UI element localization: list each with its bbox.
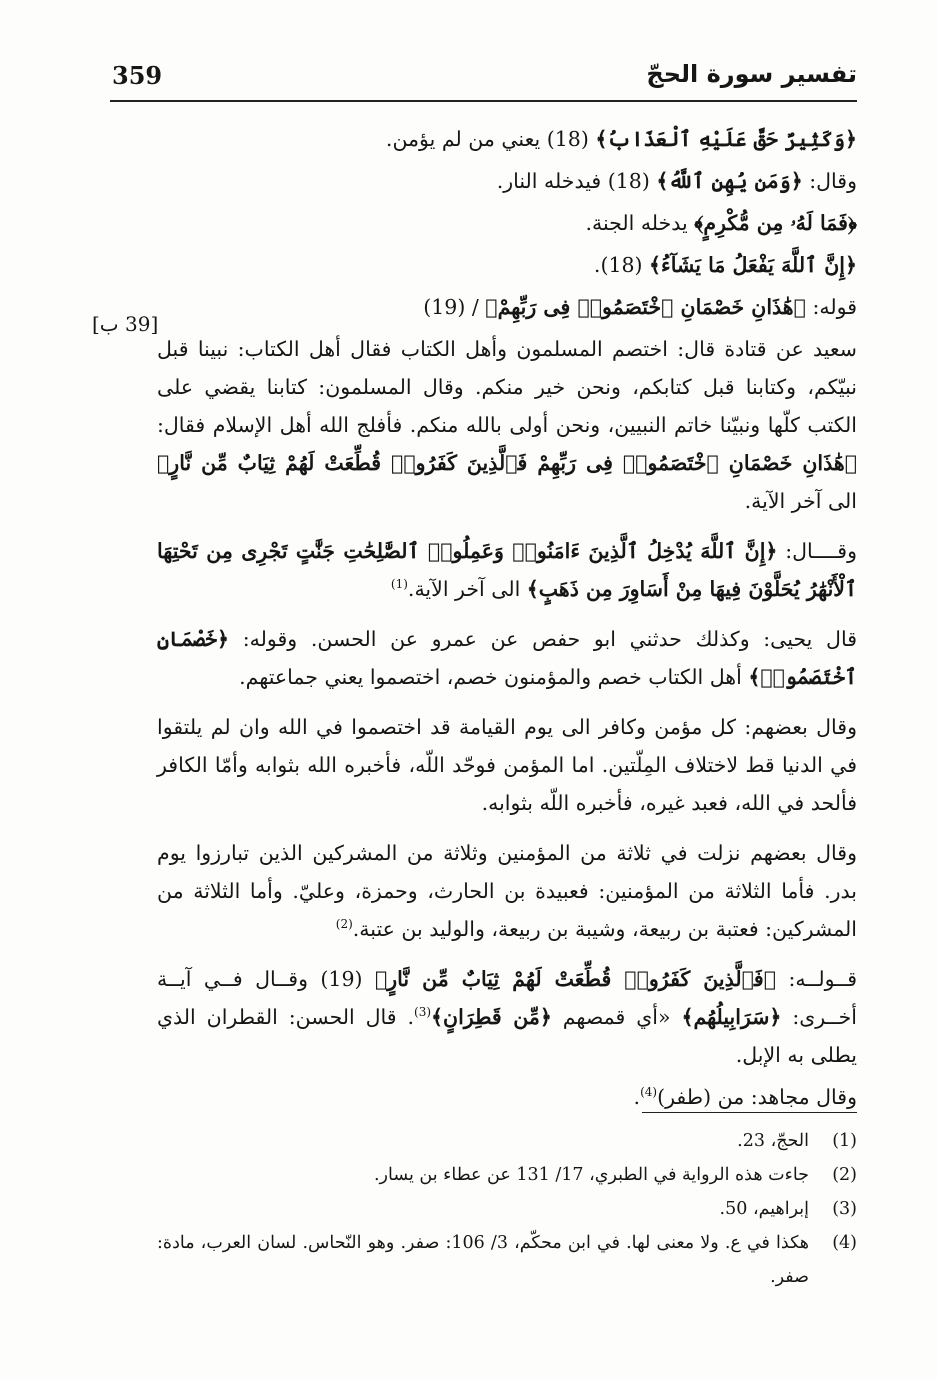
quran-quote: ﴿وَكَثِيرٌ حَقَّ عَلَيْهِ ٱلْعَذَابُ﴾ — [595, 127, 857, 151]
paragraph-4 — [157, 246, 857, 284]
footnote-ref: (3) — [414, 1005, 432, 1020]
paragraph-lead: قــولــه: — [776, 967, 857, 991]
quran-quote: ﴿إِنَّ ٱللَّهَ يَفْعَلُ مَا يَشَآءُ﴾ — [649, 253, 857, 277]
paragraph-tail: أهل الكتاب خصم والمؤمنون خصم، اختصموا يعني جماعتهم. — [239, 665, 749, 689]
footnote-ref: (4) — [640, 1085, 658, 1100]
footnote-text: الحجّ، 23. — [737, 1131, 809, 1151]
manuscript-folio-marker: [39 ب] — [92, 312, 159, 336]
paragraph-text: (19) وقــال فــي آيــة أخــرى: — [157, 967, 857, 1029]
footnote-text: إبراهيم، 50. — [719, 1199, 809, 1219]
footnote-item — [157, 1192, 857, 1226]
footnote-rule — [642, 1112, 857, 1113]
footnote-ref: (2) — [335, 917, 353, 932]
paragraph-tail: . — [633, 1085, 641, 1109]
running-header-title: تفسير سورة الحجّ — [646, 60, 857, 88]
paragraph-text: (18) يعني من لم يؤمن. — [385, 127, 596, 151]
quran-quote: ﴿إِنَّ ٱللَّهَ يُدْخِلُ ٱلَّذِينَ ءَامَنُوا۟ وَعَمِلُوا۟ ٱلصَّٰلِحَٰتِ جَنَّٰتٍ تَجْرِى مِن تَحْتِهَا ٱلْأَنْهَٰرُ يُحَلَّوْنَ فِيهَا مِنْ أَسَاوِرَ مِن ذَهَبٍ﴾ — [157, 539, 857, 601]
paragraph-text: «أي قمصهم — [551, 1005, 682, 1029]
quran-quote: ﴿هَٰذَانِ خَصْمَانِ ٱخْتَصَمُوا۟ فِى رَبِّهِمْ فَٱلَّذِينَ كَفَرُوا۟ قُطِّعَتْ لَهُمْ ثِيَابٌ مِّن نَّارٍ﴾ — [157, 451, 857, 475]
paragraph-text: / (19) — [423, 295, 486, 319]
quran-quote: ﴿سَرَابِيلُهُم﴾ — [681, 1005, 782, 1029]
footnote-item — [157, 1124, 857, 1158]
header-rule — [110, 100, 857, 102]
footnote-text: هكذا في ع. ولا معنى لها. في ابن محكّم، 3/ 106: صفر. وهو النّحاس. لسان العرب، مادة: صفر. — [157, 1233, 809, 1287]
paragraph-tail: الى آخر الآية. — [407, 577, 527, 601]
paragraph-text: وقال بعضهم نزلت في ثلاثة من المؤمنين وثلاثة من المشركين الذين تبارزوا يوم بدر. فأما الثلاثة من المؤمنين: فعبيدة بن الحارث، وحمزة، وعليّ. وأما الثلاثة من المشركين: فعتبة بن ربيعة، وشيبة بن ربيعة، والوليد بن عتبة. — [157, 841, 857, 941]
quran-quote: ﴿فَٱلَّذِينَ كَفَرُوا۟ قُطِّعَتْ لَهُمْ ثِيَابٌ مِّن نَّارٍ﴾ — [374, 967, 777, 991]
quran-quote: ﴿مِّن قَطِرَانٍ﴾ — [431, 1005, 552, 1029]
paragraph-text: (18) فيدخله النار. — [496, 169, 657, 193]
paragraph-12 — [157, 1078, 857, 1116]
paragraph-10 — [157, 834, 857, 948]
paragraph-lead: وقــــال: — [777, 539, 857, 563]
quran-quote: ﴿فَمَا لَهُۥ مِن مُّكْرِمٍ﴾ — [694, 211, 857, 235]
quran-quote: ﴿هَٰذَانِ خَصْمَانِ ٱخْتَصَمُوا۟ فِى رَبِّهِمْ﴾ — [485, 295, 806, 319]
paragraph-text: وقال مجاهد: من (طفر) — [657, 1085, 857, 1109]
footnote-item — [157, 1226, 857, 1294]
paragraph-11 — [157, 960, 857, 1074]
paragraph-2 — [157, 162, 857, 200]
page-number: 359 — [112, 61, 163, 90]
quran-quote: ﴿وَمَن يُهِنِ ٱللَّهُ﴾ — [656, 169, 803, 193]
footnotes — [157, 1124, 857, 1294]
footnote-number: (3) — [832, 1199, 857, 1219]
paragraph-1 — [157, 120, 857, 158]
paragraph-3 — [157, 204, 857, 242]
paragraph-5 — [157, 288, 857, 326]
footnote-text: جاءت هذه الرواية في الطبري، 17/ 131 عن عطاء بن يسار. — [373, 1165, 809, 1185]
paragraph-text: وقال بعضهم: كل مؤمن وكافر الى يوم القيامة قد اختصموا في الله وان لم يلتقوا في الدنيا قط لاختلاف المِلّتين. اما المؤمن فوحّد اللّه، فأخبره الله بثوابه وأمّا الكافر فألحد في الله، فعبد غيره، فأخبره اللّه بثوابه. — [157, 715, 857, 815]
paragraph-text: يدخله الجنة. — [585, 211, 695, 235]
paragraph-7 — [157, 532, 857, 608]
paragraph-tail: . قال الحسن: القطران الذي يطلى به الإبل. — [157, 1005, 857, 1067]
paragraph-9 — [157, 708, 857, 822]
footnote-number: (2) — [832, 1165, 857, 1185]
paragraph-lead: وقال: — [802, 169, 857, 193]
paragraph-tail: الى آخر الآية. — [744, 489, 857, 513]
paragraph-lead: قال يحيى: وكذلك حدثني ابو حفص عن عمرو عن الحسن. وقوله: — [229, 627, 857, 651]
footnote-item — [157, 1158, 857, 1192]
footnote-number: (1) — [832, 1131, 857, 1151]
paragraph-text: سعيد عن قتادة قال: اختصم المسلمون وأهل الكتاب فقال أهل الكتاب: نبينا قبل نبيّكم، وكتابنا قبل كتابكم، ونحن خير منكم. وقال المسلمون: كتابنا يقضي على الكتب كلّها ونبيّنا خاتم النبيين، ونحن أولى بالله منكم. فأفلج الله أهل الإسلام فقال: — [157, 337, 857, 437]
quran-quote: ﴿خَصْمَانِ ٱخْتَصَمُوا۟﴾ — [157, 627, 857, 689]
paragraph-text: (18). — [593, 253, 650, 277]
main-text — [157, 120, 857, 1120]
paragraph-6 — [157, 330, 857, 520]
paragraph-8 — [157, 620, 857, 696]
paragraph-lead: قوله: — [805, 295, 857, 319]
footnote-ref: (1) — [390, 577, 408, 592]
footnote-number: (4) — [832, 1233, 857, 1253]
